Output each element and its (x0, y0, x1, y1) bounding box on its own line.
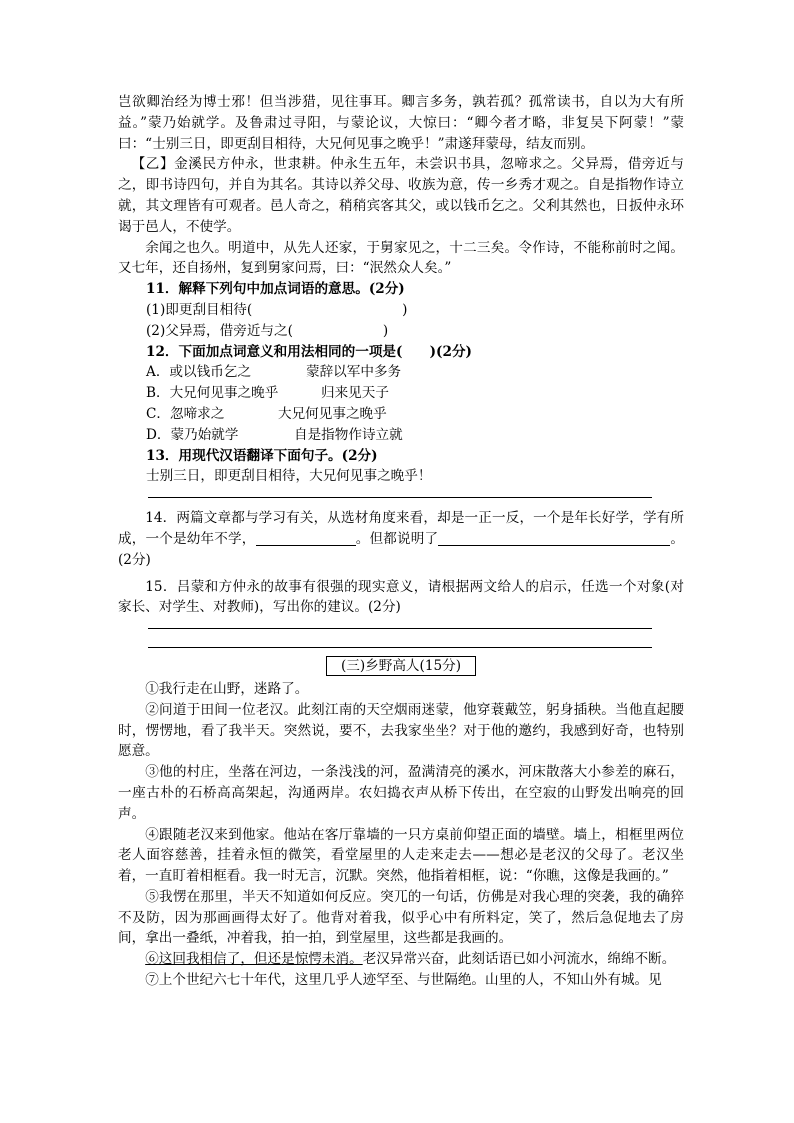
question-11-stem: 11．解释下列句中加点词语的意思。(2分) (146, 281, 405, 298)
passage-jia-continued: 岂欲卿治经为博士邪！但当涉猎，见往事耳。卿言多务，孰若孤？孤常读书，自以为大有所益。”蒙乃始就学。及鲁肃过寻阳，与蒙论议，大惊曰：“卿今者才略，非复吴下阿蒙！”蒙曰：“士别三日，即更刮目相待，大兄何见事之晚乎！”肃遂拜蒙母，结友而别。 (118, 94, 684, 152)
story-paragraph-6: ⑥这回我相信了，但还是惊愕未消。老汉异常兴奋，此刻话语已如小河流水，绵绵不断。 (145, 951, 676, 968)
underlined-sentence: ⑥这回我相信了，但还是惊愕未消。 (145, 951, 363, 968)
story-paragraph-3: ③他的村庄，坐落在河边，一条浅浅的河，盈满清亮的溪水，河床散落大小参差的麻石，一座古朴的石桥高高架起，沟通两岸。农妇捣衣声从桥下传出，在空寂的山野发出响亮的回声。 (118, 764, 684, 822)
passage-yi-paragraph-2: 余闻之也久。明道中，从先人还家，于舅家见之，十二三矣。令作诗，不能称前时之闻。又七年，还自扬州，复到舅家问焉，曰：“泯然众人矣。” (118, 239, 684, 277)
question-14: 14．两篇文章都与学习有关，从选材角度来看，却是一正一反，一个是年长好学，学有所成，一个是幼年不学， 。但都说明了 。(2分) (118, 510, 685, 568)
question-15: 15．吕蒙和方仲永的故事有很强的现实意义，请根据两文给人的启示，任选一个对象(对家长、对学生、对教师)，写出你的建议。(2分) (118, 578, 684, 616)
question-12-option-b: B．大兄何见事之晚乎 归来见天子 (146, 385, 389, 402)
section-3-title: (三)乡野高人(15分) (118, 656, 684, 677)
story-paragraph-1: ①我行走在山野，迷路了。 (145, 680, 309, 697)
story-paragraph-7: ⑦上个世纪六七十年代，这里几乎人迹罕至、与世隔绝。山里的人，不知山外有城。见 (145, 972, 662, 989)
passage-yi-paragraph-1: 【乙】金溪民方仲永，世隶耕。仲永生五年，未尝识书具，忽啼求之。父异焉，借旁近与之，即书诗四句，并自为其名。其诗以养父母、收族为意，传一乡秀才观之。自是指物作诗立就，其文理皆有可观者。邑人奇之，稍稍宾客其父，或以钱币乞之。父利其然也，日扳仲永环谒于邑人，不使学。 (118, 156, 684, 235)
story-paragraph-5: ⑤我愣在那里，半天不知道如何反应。突兀的一句话，仿佛是对我心理的突袭，我的确猝不及防，因为那画画得太好了。他背对着我，似乎心中有所料定，笑了，然后急促地去了房间，拿出一叠纸，冲着我，拍一拍，到堂屋里，这些都是我画的。 (118, 888, 684, 947)
question-12-option-a: A．或以钱币乞之 蒙辞以军中多务 (146, 364, 402, 381)
question-12-option-d: D．蒙乃始就学 自是指物作诗立就 (146, 426, 403, 443)
exam-page (118, 92, 684, 991)
story-paragraph-2: ②问道于田间一位老汉。此刻江南的天空烟雨迷蒙，他穿蓑戴笠，躬身插秧。当他直起腰时，愣愣地，看了我半天。突然说，要不，去我家坐坐？对于他的邀约，我感到好奇，也特别愿意。 (118, 701, 684, 760)
question-13-stem: 13．用现代汉语翻译下面句子。(2分) (146, 447, 378, 464)
answer-blank-14a[interactable] (256, 531, 356, 546)
answer-blank-14b[interactable] (438, 531, 670, 546)
question-12-option-c: C．忽啼求之 大兄何见事之晚乎 (146, 405, 387, 422)
question-12-stem: 12．下面加点词意义和用法相同的一项是( )(2分) (146, 343, 472, 360)
question-13-sentence: 士别三日，即更刮目相待，大兄何见事之晚乎！ (146, 468, 432, 485)
question-11-item-2: (2)父异焉，借旁近与之( ) (146, 322, 389, 339)
question-11-item-1: (1)即更刮目相待( ) (146, 301, 408, 318)
story-paragraph-4: ④跟随老汉来到他家。他站在客厅靠墙的一只方桌前仰望正面的墙壁。墙上，相框里两位老人面容慈善，挂着永恒的微笑，看堂屋里的人走来走去——想必是老汉的父母了。老汉坐着，一直盯着相框看。我一时无言，沉默。突然，他指着相框，说：“你瞧，这像是我画的。” (118, 826, 684, 885)
